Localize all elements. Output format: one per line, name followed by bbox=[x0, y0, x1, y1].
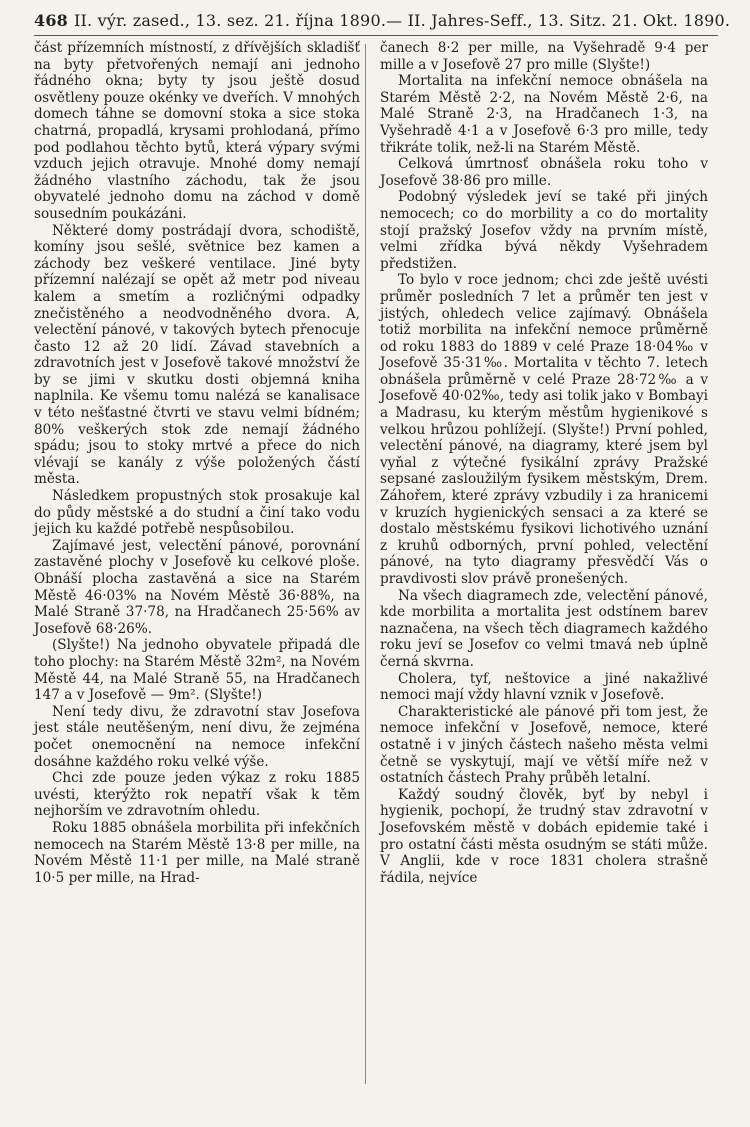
paragraph: Celková úmrtnosť obnášela roku toho v Josefově 38·86 pro mille. bbox=[380, 156, 708, 189]
paragraph: To bylo v roce jednom; chci zde ještě uvésti průměr posledních 7 let a průměr ten jest v jistých, ohledech velice zajímavý. Obnášela totiž morbilita na infekční nemoce průměrně od roku 1883 do 1889 v celé Praze 18·04‰ v Josefově 35·31‰. Mortalita v těchto 7. letech obnášela průměrně v celé Praze 28·72‰ a v Josefově 40·02‰, tedy asi tolik jako v Bombayi a Madrasu, ku kterým městům hygienikové s velkou hrůzou pohlížejí. (Slyšte!) První pohled, velectění pánové, na diagramy, které jsem byl vyňal z výtečné fysikální zprávy Pražské sepsané zasloužilým fysikem městským, Drem. Záhořem, které zprávy vzbudily i za hranicemi v kruzích hygienických sensaci a za které se dostalo městskému fysikovi lichotivého uznání z kruhů odborných, první pohled, velectění pánové, na tyto diagramy přesvědčí Vás o pravdivosti slov právě pronešených. bbox=[380, 272, 708, 587]
left-column bbox=[34, 40, 360, 886]
page-header bbox=[34, 6, 731, 34]
paragraph: Zajímavé jest, velectění pánové, porovnání zastavěné plochy v Josefově ku celkové ploše. Obnáší plocha zastavěná a sice na Starém Městě 46·03% na Novém Městě 36·88%, na Malé Straně 37·78, na Hradčanech 25·56% av Josefově 68·26%. bbox=[34, 537, 360, 637]
paragraph: čanech 8·2 per mille, na Vyšehradě 9·4 per mille a v Josefově 27 pro mille (Slyšte!) bbox=[380, 40, 708, 73]
paragraph: Chci zde pouze jeden výkaz z roku 1885 uvésti, kterýžto rok nepatří však k těm nejhorším ve zdravotním ohledu. bbox=[34, 770, 360, 820]
column-divider bbox=[365, 44, 366, 1084]
paragraph: Každý soudný člověk, byť by nebyl i hygienik, pochopí, že trudný stav zdravotní v Josefovském městě v dobách epidemie také i pro ostatní části města osudným se státi může. V Anglii, kde v roce 1831 cholera strašně řádila, nejvíce bbox=[380, 786, 708, 886]
right-column bbox=[380, 40, 708, 886]
paragraph: Mortalita na infekční nemoce obnášela na Starém Městě 2·2, na Novém Městě 2·6, na Malé Straně 2·3, na Hradčanech 1·3, na Vyšehradě 4·1 a v Josefově 6·3 pro mille, tedy třikráte tolik, než-li na Starém Městě. bbox=[380, 73, 708, 156]
paragraph: Některé domy postrádají dvora, schodiště, komíny jsou sešlé, světnice bez kamen a záchody bez veškeré ventilace. Jiné byty přízemní nalézají se opět až metr pod niveau kalem a smetím a rozličnými odpadky znečistěného a neodvodněného dvora. A, velectění pánové, v takových bytech přenocuje často 12 až 20 lidí. Závad stavebních a zdravotních jest v Josefově takové množství že by se jimi v skutku dosti objemná kniha naplnila. Ke všemu tomu nalézá se kanalisace v této nešťastné čtvrti ve stavu velmi bídném; 80% veškerých stok zde nemají žádného spádu; jsou to stoky mrtvé a přece do nich vlévají se kanály z výše položených částí města. bbox=[34, 222, 360, 488]
paragraph: Podobný výsledek jeví se také při jiných nemocech; co do morbility a co do mortality stojí pražský Josefov vždy na prvním místě, velmi zřídka bývá někdy Vyšehradem předstižen. bbox=[380, 189, 708, 272]
page-number: 468 bbox=[34, 10, 68, 30]
paragraph: Není tedy divu, že zdravotní stav Josefova jest stále neutěšeným, není divu, že zejména počet onemocnění na nemoce infekční dosáhne každého roku velké výše. bbox=[34, 703, 360, 770]
paragraph: Charakteristické ale pánové při tom jest, že nemoce infekční v Josefově, nemoce, které ostatně i v jiných částech našeho města velmi četně se vyskytují, mají ve větší míře než v ostatních částech Prahy průběh letalní. bbox=[380, 703, 708, 787]
paragraph: Následkem propustných stok prosakuje kal do půdy městské a do studní a činí tako vodu jejich ku každé potřebě nespůsobilou. bbox=[34, 488, 360, 538]
header-right-title: — II. Jahres-Seff., 13. Sitz. 21. Okt. 1890. bbox=[386, 10, 731, 30]
header-left-title: II. výr. zased., 13. sez. 21. října 1890. bbox=[74, 10, 387, 30]
paragraph: Cholera, tyf, neštovice a jiné nakažlivé nemoci mají vždy hlavní vznik v Josefově. bbox=[380, 670, 708, 704]
paragraph: Na všech diagramech zde, velectění pánové, kde morbilita a mortalita jest odstínem barev naznačena, na všech těch diagramech každého roku jeví se Josefov co velmi tmavá neb úplně černá skvrna. bbox=[380, 587, 708, 670]
paragraph: (Slyšte!) Na jednoho obyvatele připadá dle toho plochy: na Starém Městě 32m², na Novém Městě 44, na Malé Straně 55, na Hradčanech 147 a v Josefově — 9m². (Slyšte!) bbox=[34, 637, 360, 704]
paragraph: část přízemních místností, z dřívějších skladišť na byty přetvořených nemají ani jednoho řádného okna; byty ty jsou ještě dosud osvětleny pouze okénky ve dveřích. V mnohých domech táhne se domovní stoka a sice stoka chatrná, propadlá, krysami prohlodaná, přímo pod podlahou těchto bytů, která výpary svými vzduch jejich otravuje. Mnohé domy nemají žádného vlastního záchodu, tak že jsou obyvatelé jednoho domu na záchod v domě sousedním poukázáni. bbox=[34, 40, 360, 222]
header-rule bbox=[34, 35, 718, 36]
paragraph: Roku 1885 obnášela morbilita při infekčních nemocech na Starém Městě 13·8 per mille, na Novém Městě 11·1 per mille, na Malé straně 10·5 per mille, na Hrad- bbox=[34, 819, 360, 886]
header-left bbox=[34, 11, 386, 30]
